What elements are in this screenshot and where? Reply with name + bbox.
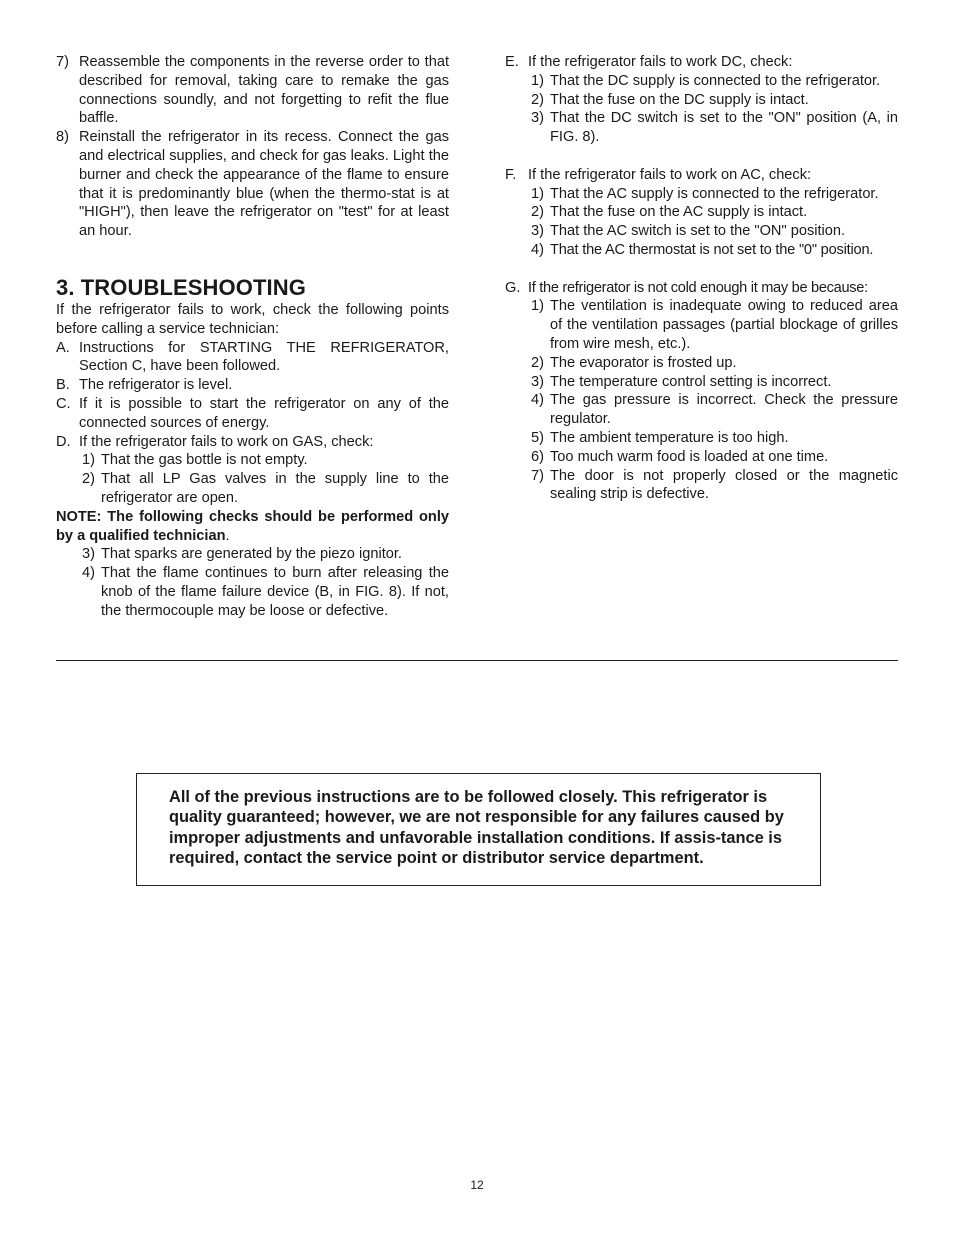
spacer [56,241,449,275]
check-g [505,279,898,298]
step-text: Reassemble the components in the reverse order to that described for removal, taking care to remake the gas connections soundly, and not forgetting to refit the flue baffle. [79,54,449,127]
check-text: The refrigerator is level. [79,377,233,394]
note-end: . [225,527,230,544]
check-text: If the refrigerator fails to work on AC, check: [528,166,812,183]
gas-check-text: That all LP Gas valves in the supply line to the refrigerator are open. [101,471,449,506]
ac-check-2 [505,203,898,222]
cold-check-text: The temperature control setting is incorrect. [550,373,832,390]
dc-check-2 [505,91,898,110]
gas-check-text: That the flame continues to burn after releasing the knob of the flame failure device (B, in FIG. 8). If not, the thermocouple may be loose or defective. [101,565,449,619]
check-text: If the refrigerator fails to work DC, check: [528,54,793,70]
dc-check-text: That the fuse on the DC supply is intact. [550,91,809,108]
ac-check-number: 1) [531,185,544,202]
cold-check-7 [505,467,898,505]
ac-check-1 [505,185,898,204]
check-text: Instructions for STARTING THE REFRIGERATOR, Section C, have been followed. [79,339,449,375]
spacer [505,260,898,279]
check-b [56,376,449,395]
ac-check-text: That the AC supply is connected to the refrigerator. [550,185,879,202]
intro-paragraph: If the refrigerator fails to work, check the following points before calling a service technician: [56,301,449,337]
ac-check-4 [505,241,898,260]
check-letter: C. [56,395,71,412]
notice-text: All of the previous instructions are to be followed closely. This refrigerator is quality guaranteed; however, we are not responsible for any failures caused by improper adjustments and unfavorable installation conditions. If assis-tance is required, contact the service point or distributor service department. [169,788,784,868]
ac-check-text: That the fuse on the AC supply is intact. [550,204,808,221]
ac-check-number: 3) [531,223,544,240]
dc-check-text: That the DC switch is set to the "ON" position (A, in FIG. 8). [550,110,898,146]
check-letter: G. [505,279,521,296]
cold-check-1 [505,297,898,353]
cold-check-text: Too much warm food is loaded at one time. [550,448,829,465]
cold-check-6 [505,448,898,467]
gas-check-1 [56,451,449,470]
cold-check-2 [505,354,898,373]
cold-check-number: 2) [531,354,544,371]
check-f [505,166,898,185]
cold-check-3 [505,373,898,392]
cold-check-5 [505,429,898,448]
cold-check-number: 4) [531,392,544,409]
check-c [56,395,449,433]
note-bold-text: NOTE: The following checks should be performed only by a qualified technician [56,508,449,544]
cold-check-number: 6) [531,448,544,465]
dc-check-number: 1) [531,72,544,89]
cold-check-number: 5) [531,429,544,446]
check-text: If the refrigerator fails to work on GAS, check: [79,433,374,450]
section-heading: 3. TROUBLESHOOTING [56,274,306,300]
gas-check-number: 1) [82,452,95,469]
step-number: 8) [56,129,69,146]
cold-check-4 [505,391,898,429]
ac-check-number: 2) [531,204,544,221]
check-text: If it is possible to start the refrigerator on any of the connected sources of energy. [79,395,449,431]
right-column [505,53,898,504]
cold-check-text: The ventilation is inadequate owing to reduced area of the ventilation passages (partial blockage of grilles from wire mesh, etc.). [550,298,898,352]
dc-check-1 [505,72,898,91]
horizontal-divider [56,660,898,661]
gas-check-text: That the gas bottle is not empty. [101,452,308,469]
cold-check-number: 3) [531,373,544,390]
check-letter: E. [505,54,519,70]
dc-check-text: That the DC supply is connected to the refrigerator. [550,72,881,89]
cold-check-text: The door is not properly closed or the magnetic sealing strip is defective. [550,467,898,503]
cold-check-number: 1) [531,298,544,315]
cold-check-text: The ambient temperature is too high. [550,429,789,446]
check-letter: B. [56,377,70,394]
step-number: 7) [56,54,69,70]
spacer [505,147,898,166]
cold-check-text: The evaporator is frosted up. [550,354,737,371]
step-8 [56,128,449,241]
ac-check-text: That the AC switch is set to the "ON" position. [550,223,846,240]
check-letter: D. [56,433,71,450]
gas-check-number: 2) [82,471,95,488]
check-a [56,339,449,377]
check-letter: F. [505,166,517,183]
check-letter: A. [56,339,70,356]
cold-check-text: The gas pressure is incorrect. Check the pressure regulator. [550,392,898,428]
gas-check-text: That sparks are generated by the piezo ignitor. [101,546,402,563]
dc-check-number: 2) [531,91,544,108]
ac-check-text: That the AC thermostat is not set to the "0" position. [550,241,874,258]
gas-check-4 [56,564,449,620]
step-text: Reinstall the refrigerator in its recess. Connect the gas and electrical supplies, and check for gas leaks. Light the burner and check the appearance of the flame to ensure that it is predominantly blue (when the thermo-stat is at "HIGH"), then leave the refrigerator on "test" for at least an hour. [79,129,449,240]
gas-check-2 [56,470,449,508]
gas-check-number: 4) [82,565,95,582]
check-e [505,53,898,72]
page-number: 12 [470,1178,484,1192]
check-text: If the refrigerator is not cold enough it may be because: [528,279,868,296]
gas-check-number: 3) [82,546,95,563]
cold-check-number: 7) [531,467,544,484]
dc-check-3 [505,109,898,147]
notice-box [136,773,821,886]
left-column [56,53,449,621]
gas-check-3 [56,545,449,564]
check-d [56,433,449,452]
step-7 [56,53,449,128]
ac-check-3 [505,222,898,241]
technician-note [56,508,449,546]
dc-check-number: 3) [531,110,544,127]
ac-check-number: 4) [531,241,544,258]
